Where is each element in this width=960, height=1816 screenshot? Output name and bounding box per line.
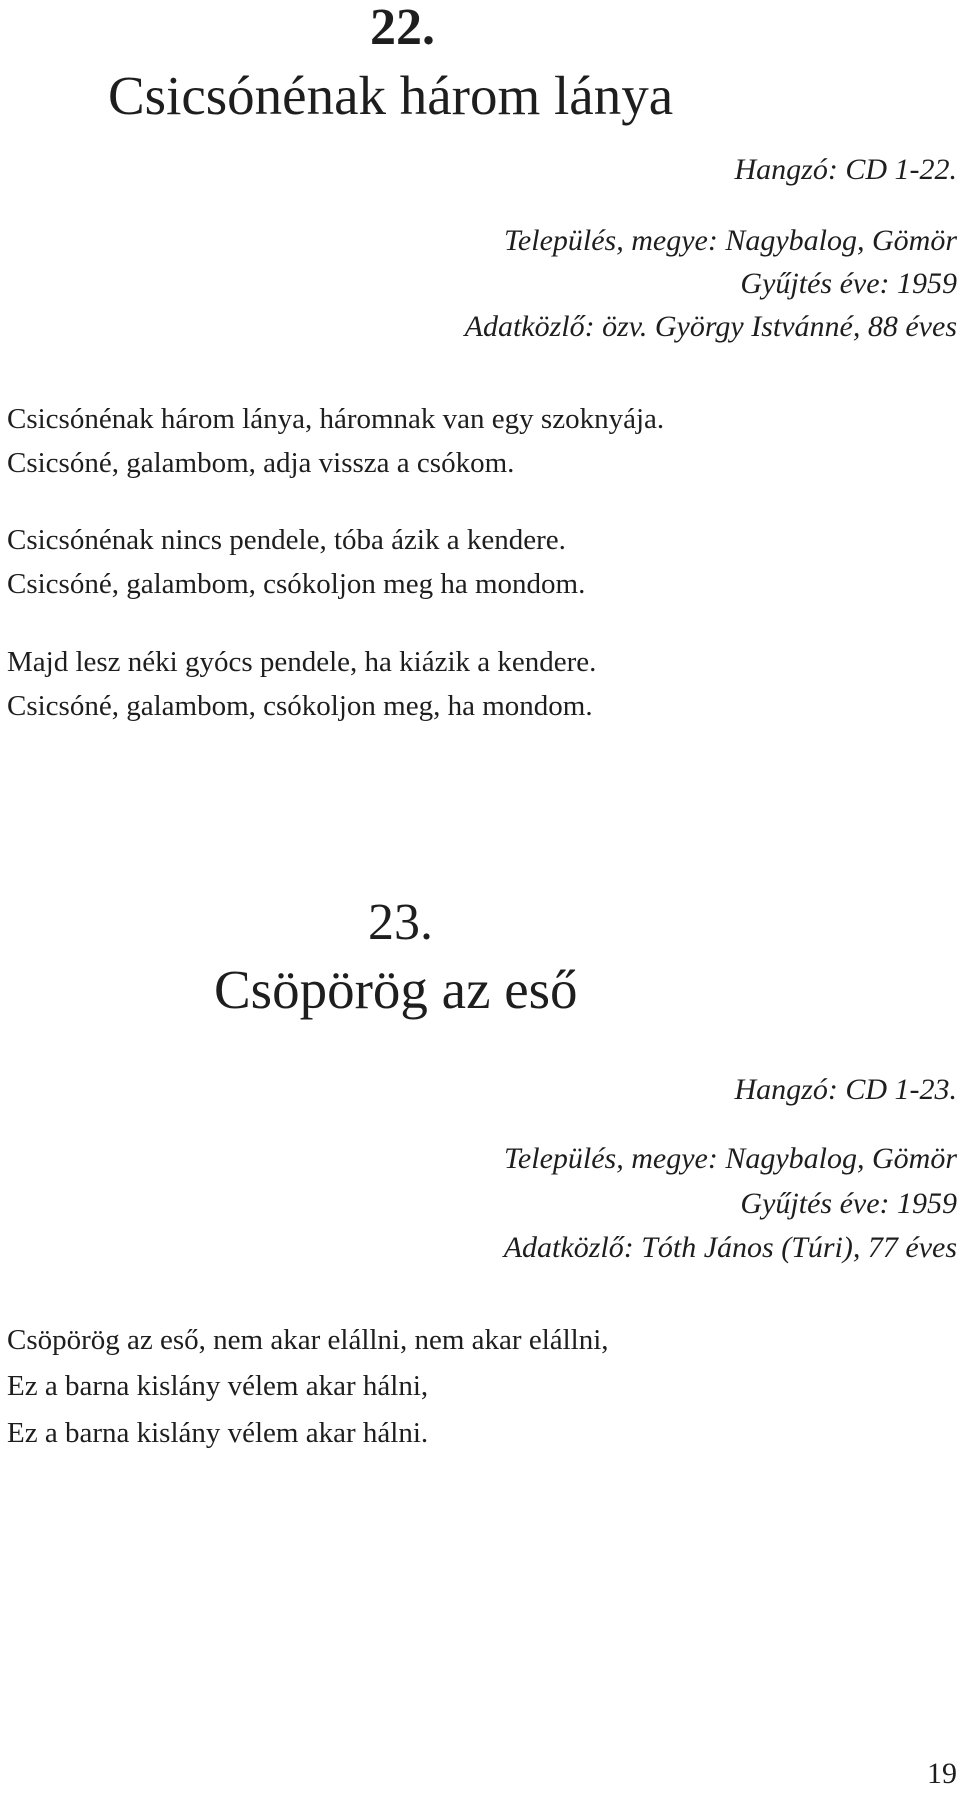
lyric-line: Ez a barna kislány vélem akar hálni. <box>7 1417 429 1449</box>
lyric-line: Csöpörög az eső, nem akar elállni, nem akar elállni, <box>7 1324 609 1356</box>
location-info: Település, megye: Nagybalog, Gömör <box>504 224 957 257</box>
page-number: 19 <box>927 1757 957 1790</box>
collection-year: Gyűjtés éve: 1959 <box>740 1187 957 1220</box>
lyric-line: Csicsónénak három lánya, háromnak van egy szoknyája. <box>7 403 665 435</box>
recording-reference: Hangzó: CD 1-22. <box>734 153 957 186</box>
informant-info: Adatközlő: özv. György Istvánné, 88 éves <box>464 310 957 343</box>
lyric-line: Csicsóné, galambom, adja vissza a csókom. <box>7 447 515 479</box>
collection-year: Gyűjtés éve: 1959 <box>740 267 957 300</box>
recording-reference: Hangzó: CD 1-23. <box>734 1073 957 1106</box>
song-number: 22. <box>370 0 435 56</box>
lyric-line: Csicsóné, galambom, csókoljon meg ha mondom. <box>7 568 586 600</box>
informant-info: Adatközlő: Tóth János (Túri), 77 éves <box>503 1231 957 1264</box>
song-title: Csicsónénak három lánya <box>108 65 674 126</box>
lyric-line: Ez a barna kislány vélem akar hálni, <box>7 1370 429 1402</box>
location-info: Település, megye: Nagybalog, Gömör <box>504 1142 957 1175</box>
song-title: Csöpörög az eső <box>214 959 578 1020</box>
song-number: 23. <box>368 894 433 951</box>
lyric-line: Majd lesz néki gyócs pendele, ha kiázik a kendere. <box>7 646 597 678</box>
lyric-line: Csicsónénak nincs pendele, tóba ázik a kendere. <box>7 524 566 556</box>
lyric-line: Csicsóné, galambom, csókoljon meg, ha mondom. <box>7 690 593 722</box>
